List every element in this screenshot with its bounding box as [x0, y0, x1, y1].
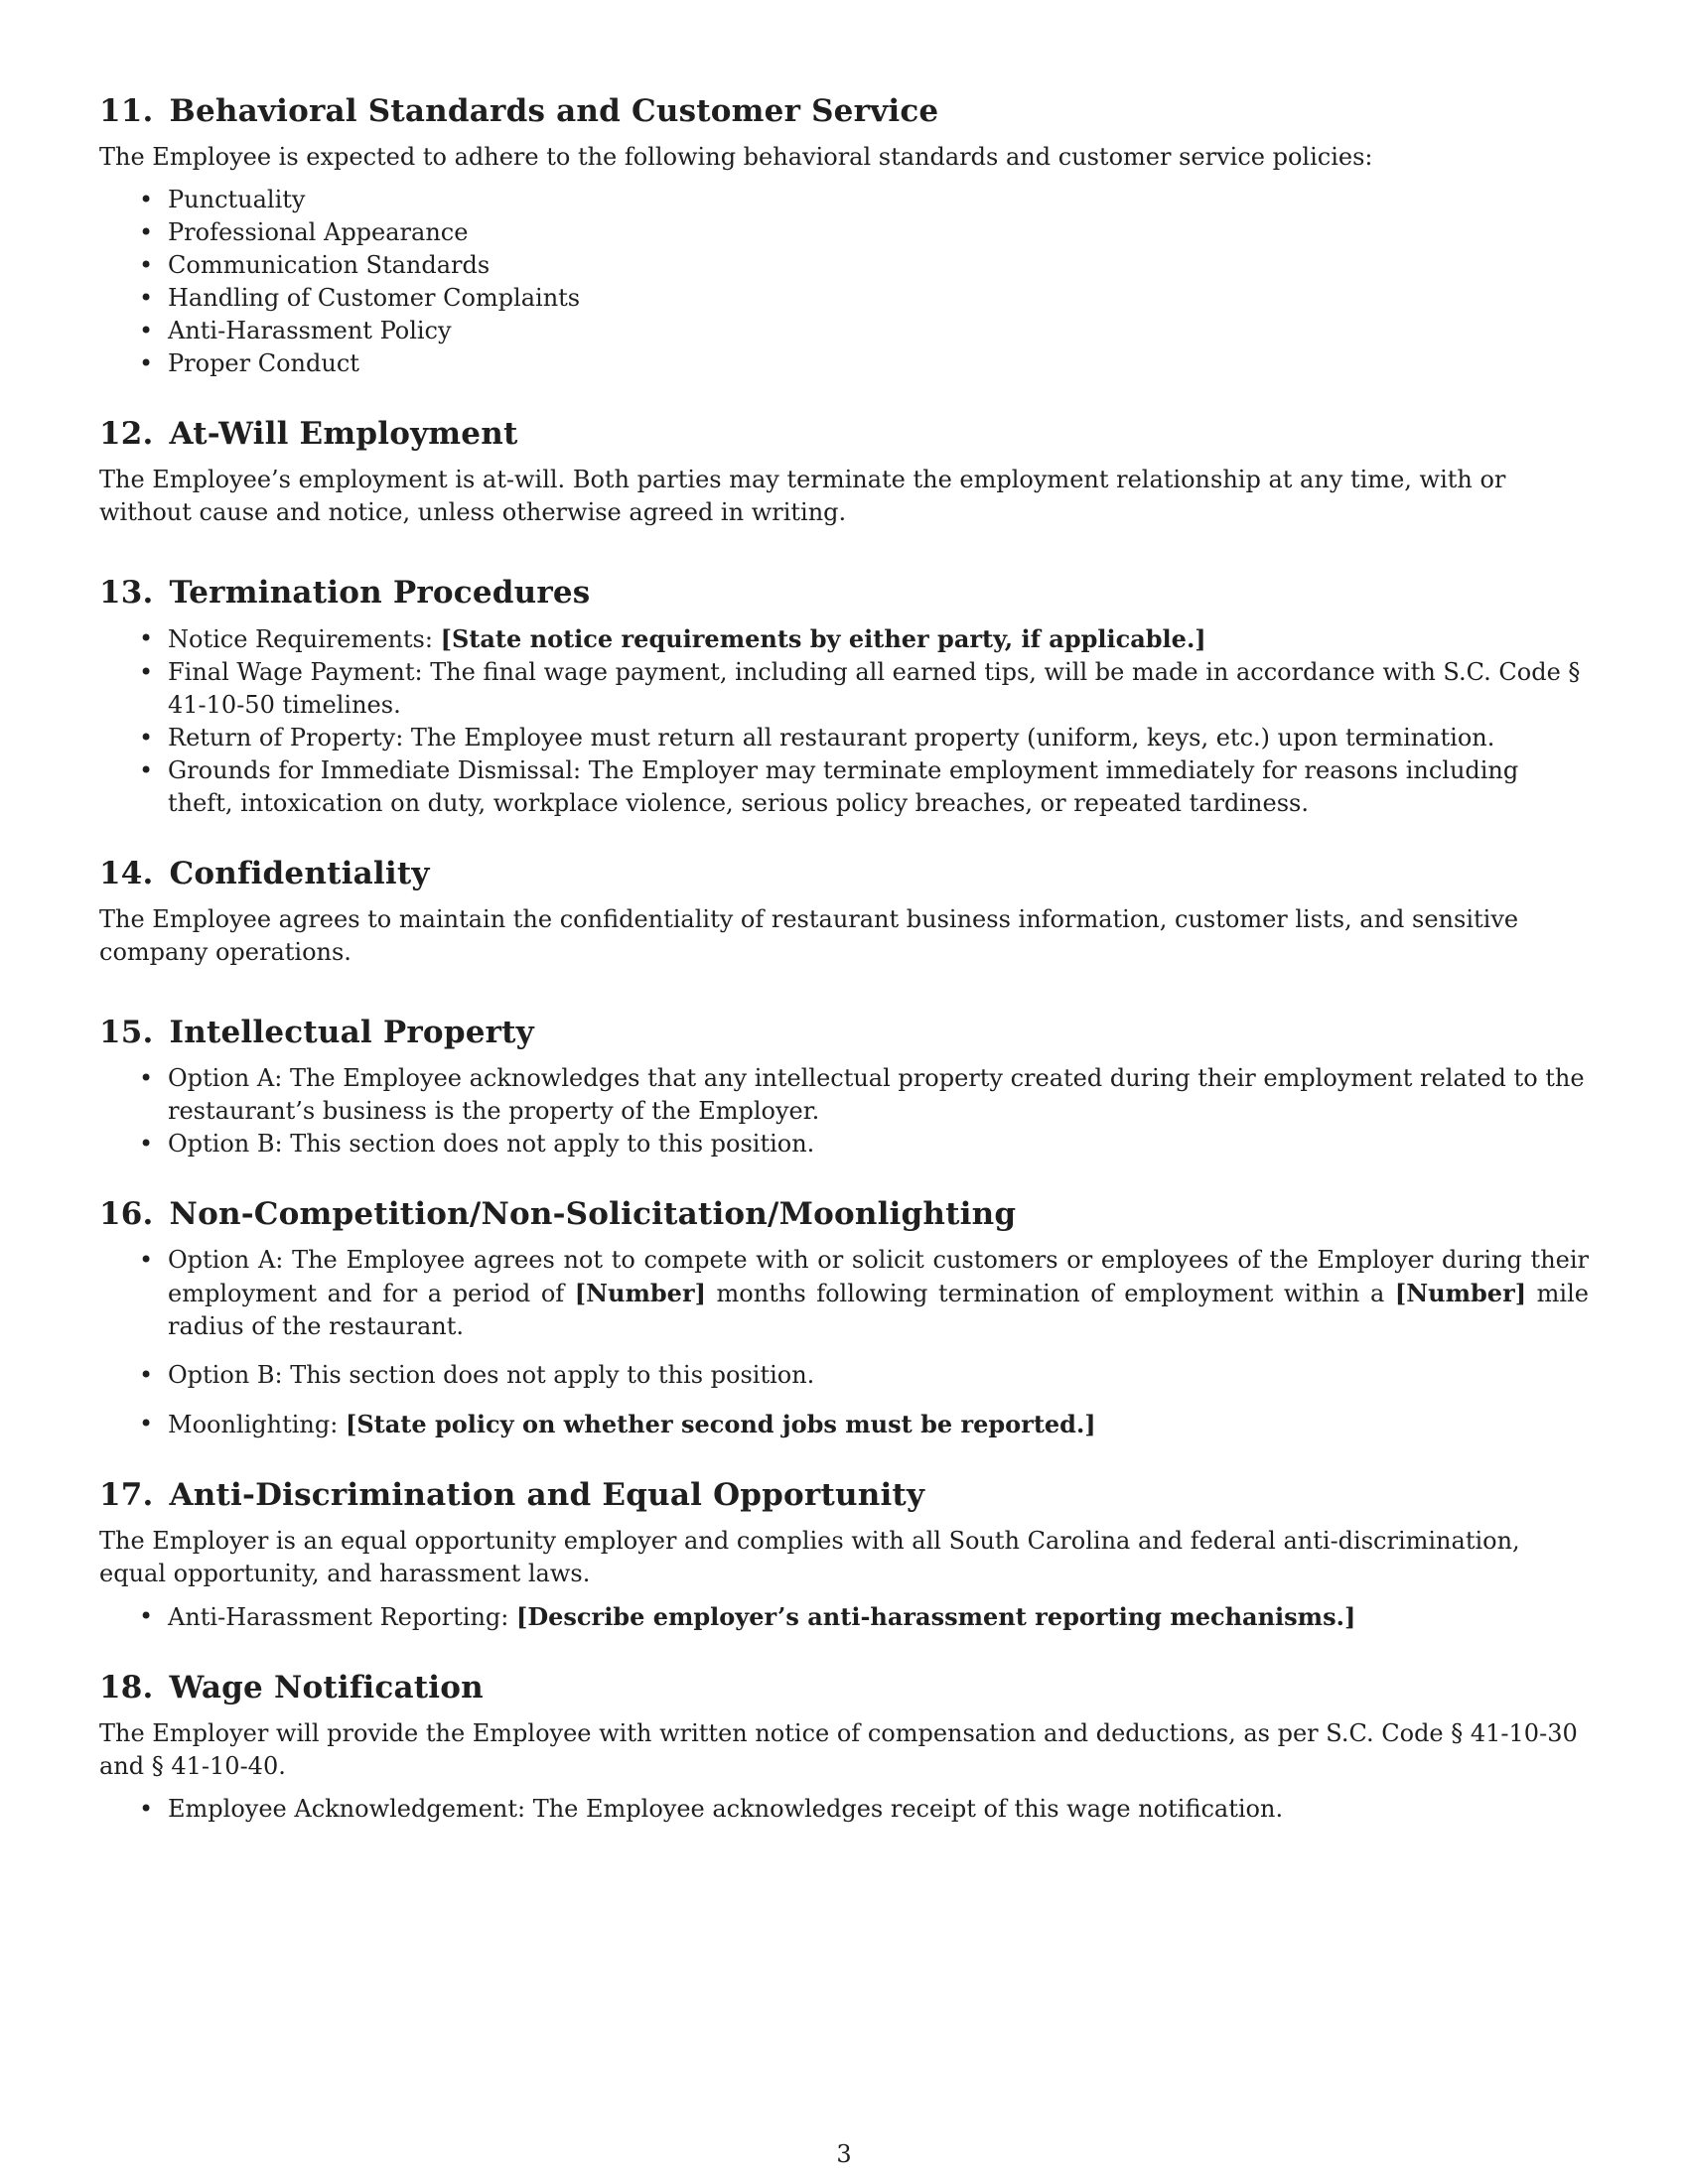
placeholder-field: [Number] [574, 1279, 706, 1307]
placeholder-field: [Describe employer’s anti-harassment reporting mechanisms.] [515, 1602, 1356, 1631]
list-item: • Final Wage Payment: The final wage payment, including all earned tips, will be made in accordance with S.C. Code § 41-10-50 timelines. [99, 656, 1589, 722]
list-item: • Professional Appearance [99, 216, 1589, 249]
section-heading: 18. Wage Notification [99, 1670, 484, 1706]
section-11 [99, 91, 1589, 380]
list-item: • Option B: This section does not apply to this position. [99, 1128, 1589, 1160]
section-17 [99, 1475, 1589, 1634]
section-heading: 17. Anti-Discrimination and Equal Opportunity [99, 1477, 925, 1513]
list-item: • Option A: The Employee acknowledges that any intellectual property created during their employment related to the restaurant’s business is the property of the Employer. [99, 1062, 1589, 1128]
section-body: The Employee’s employment is at-will. Both parties may terminate the employment relationship at any time, with or without cause and notice, unless otherwise agreed in writing. [99, 466, 1506, 526]
section-13 [99, 573, 1589, 820]
section-16 [99, 1194, 1589, 1441]
section-heading: 15. Intellectual Property [99, 1015, 534, 1050]
list-item: • Anti-Harassment Reporting: [Describe employer’s anti-harassment reporting mechanisms.] [99, 1600, 1589, 1634]
noncompete-list [99, 1244, 1589, 1441]
section-body: The Employer is an equal opportunity employer and complies with all South Carolina and federal anti-discrimination, equal opportunity, and harassment laws. [99, 1527, 1520, 1587]
reporting-list [99, 1600, 1589, 1634]
standards-list [99, 184, 1589, 380]
section-intro: The Employee is expected to adhere to the following behavioral standards and customer service policies: [99, 143, 1373, 171]
list-item: • Notice Requirements: [State notice requirements by either party, if applicable.] [99, 622, 1589, 656]
section-15 [99, 1013, 1589, 1160]
section-heading: 16. Non-Competition/Non-Solicitation/Moonlighting [99, 1196, 1017, 1232]
section-heading: 11. Behavioral Standards and Customer Service [99, 93, 939, 129]
section-18 [99, 1668, 1589, 1826]
list-item: • Proper Conduct [99, 347, 1589, 380]
list-item: • Return of Property: The Employee must return all restaurant property (uniform, keys, etc.) upon termination. [99, 722, 1589, 754]
section-heading: 13. Termination Procedures [99, 575, 591, 611]
list-item: • Option B: This section does not apply to this position. [99, 1359, 1589, 1392]
list-item: • Grounds for Immediate Dismissal: The Employer may terminate employment immediately for reasons including theft, intoxication on duty, workplace violence, serious policy breaches, or repeated tardiness. [99, 754, 1589, 820]
document-page [99, 91, 1589, 1826]
page-number: 3 [836, 2140, 852, 2168]
list-item: • Moonlighting: [State policy on whether second jobs must be reported.] [99, 1408, 1589, 1441]
section-12 [99, 414, 1589, 529]
section-body: The Employer will provide the Employee with written notice of compensation and deductions, as per S.C. Code § 41-10-30 and § 41-10-40. [99, 1719, 1578, 1780]
section-14 [99, 854, 1589, 969]
section-heading: 14. Confidentiality [99, 856, 430, 891]
list-item: • Handling of Customer Complaints [99, 282, 1589, 315]
section-body: The Employee agrees to maintain the confidentiality of restaurant business information, customer lists, and sensitive company operations. [99, 905, 1519, 966]
placeholder-field: [Number] [1394, 1279, 1527, 1307]
ip-options-list [99, 1062, 1589, 1160]
list-item: • Option A: The Employee agrees not to compete with or solicit customers or employees of the Employer during their employment and for a period of [Number] months following termination of employment within a [Number] mile radius of the restaurant. [99, 1244, 1589, 1343]
list-item: • Communication Standards [99, 249, 1589, 282]
list-item: • Punctuality [99, 184, 1589, 216]
placeholder-field: [State notice requirements by either party, if applicable.] [440, 624, 1206, 653]
placeholder-field: [State policy on whether second jobs must be reported.] [345, 1410, 1096, 1438]
termination-list [99, 622, 1589, 820]
list-item: • Anti-Harassment Policy [99, 315, 1589, 347]
list-item: • Employee Acknowledgement: The Employee acknowledges receipt of this wage notification. [99, 1793, 1589, 1826]
acknowledgement-list [99, 1793, 1589, 1826]
section-heading: 12. At-Will Employment [99, 416, 518, 452]
